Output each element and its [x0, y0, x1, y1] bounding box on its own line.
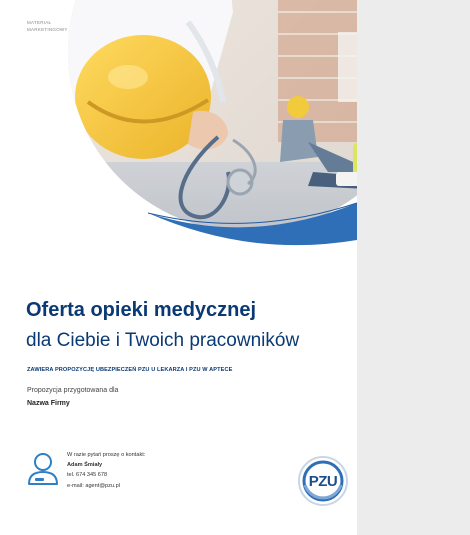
- pzu-logo-text: PZU: [308, 472, 338, 490]
- prepared-for-label: Propozycja przygotowana dla: [27, 387, 119, 394]
- agent-person-icon: [26, 451, 60, 487]
- pzu-logo: [297, 455, 349, 507]
- company-name: Nazwa Firmy: [27, 400, 70, 407]
- viewer-background: [357, 0, 470, 535]
- agent-phone: tel. 674 345 678: [67, 472, 108, 479]
- offer-contents-note: ZAWIERA PROPOZYCJĘ UBEZPIECZEŃ PZU U LEKARZA I PZU W APTECE: [27, 367, 233, 373]
- contact-intro: W razie pytań proszę o kontakt:: [67, 452, 146, 458]
- hero-accent-arc: [0, 0, 357, 260]
- page-title: Oferta opieki medycznej: [26, 299, 257, 321]
- agent-email[interactable]: e-mail: agent@pzu.pl: [67, 482, 120, 489]
- page-subtitle: dla Ciebie i Twoich pracowników: [26, 330, 300, 351]
- marketing-label-line1: MATERIAŁ: [27, 20, 52, 25]
- contact-block: [67, 450, 145, 491]
- agent-name: Adam Śmiały: [67, 462, 103, 469]
- marketing-label-line2: MARKETINGOWY: [27, 27, 68, 32]
